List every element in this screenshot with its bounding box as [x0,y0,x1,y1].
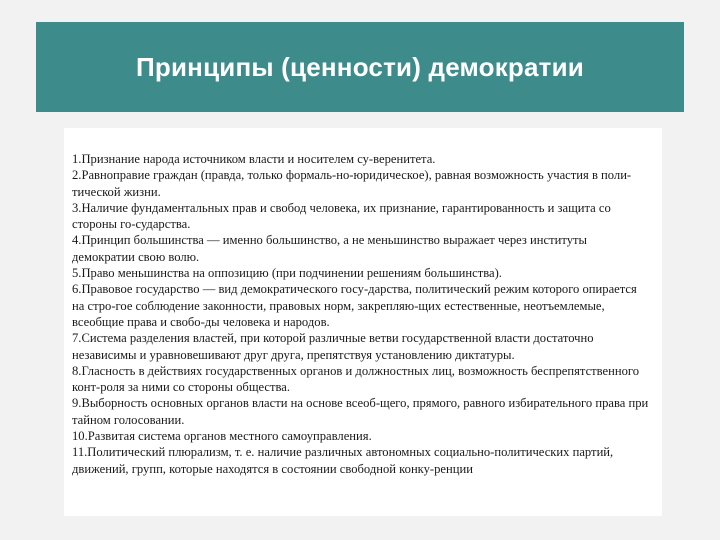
principle-item-2: 2.Равноправие граждан (правда, только формаль-но-юридическое), равная возможность участия в поли-тической жизни. [72,168,632,199]
slide-title: Принципы (ценности) демократии [136,51,584,82]
principle-item-6: 6.Правовое государство — вид демократического госу-дарства, политический режим которого опирается на стро-гое соблюдение законности, правовых норм, закрепляю-щих естественные, неотъемлемые, всеобщие права и свобо-ды человека и народов. [72,282,637,329]
principle-item-5: 5.Право меньшинства на оппозицию (при подчинении решениям большинства). [72,266,502,281]
principle-item-4: 4.Принцип большинства — именно большинство, а не меньшинство выражает через институты демократии свою волю. [72,233,587,264]
principle-item-8: 8.Гласность в действиях государственных органов и должностных лиц, возможность беспрепятственного конт-роля за ними со стороны общества. [72,363,640,395]
principle-item-7: 7.Система разделения властей, при которой различные ветви государственной власти достаточно независимы и уравновешивают друг друга, препятствуя установлению диктатуры. [72,331,594,362]
principle-item-3: 3.Наличие фундаментальных прав и свобод человека, их признание, гарантированность и защита со стороны го-сударства. [72,200,611,232]
principle-item-11: 11.Политический плюрализм, т. е. наличие различных автономных социально-политических партий, движений, групп, которые находятся в состоянии свободной конку-ренции [72,445,614,476]
principles-list [64,128,662,516]
title-banner [36,22,684,112]
principle-item-1: 1.Признание народа источником власти и носителем су-веренитета. [72,152,436,166]
principle-item-9: 9.Выборность основных органов власти на основе всеоб-щего, прямого, равного избирательного права при тайном голосовании. [72,396,649,427]
principle-item-10: 10.Развитая система органов местного самоуправления. [72,429,372,444]
